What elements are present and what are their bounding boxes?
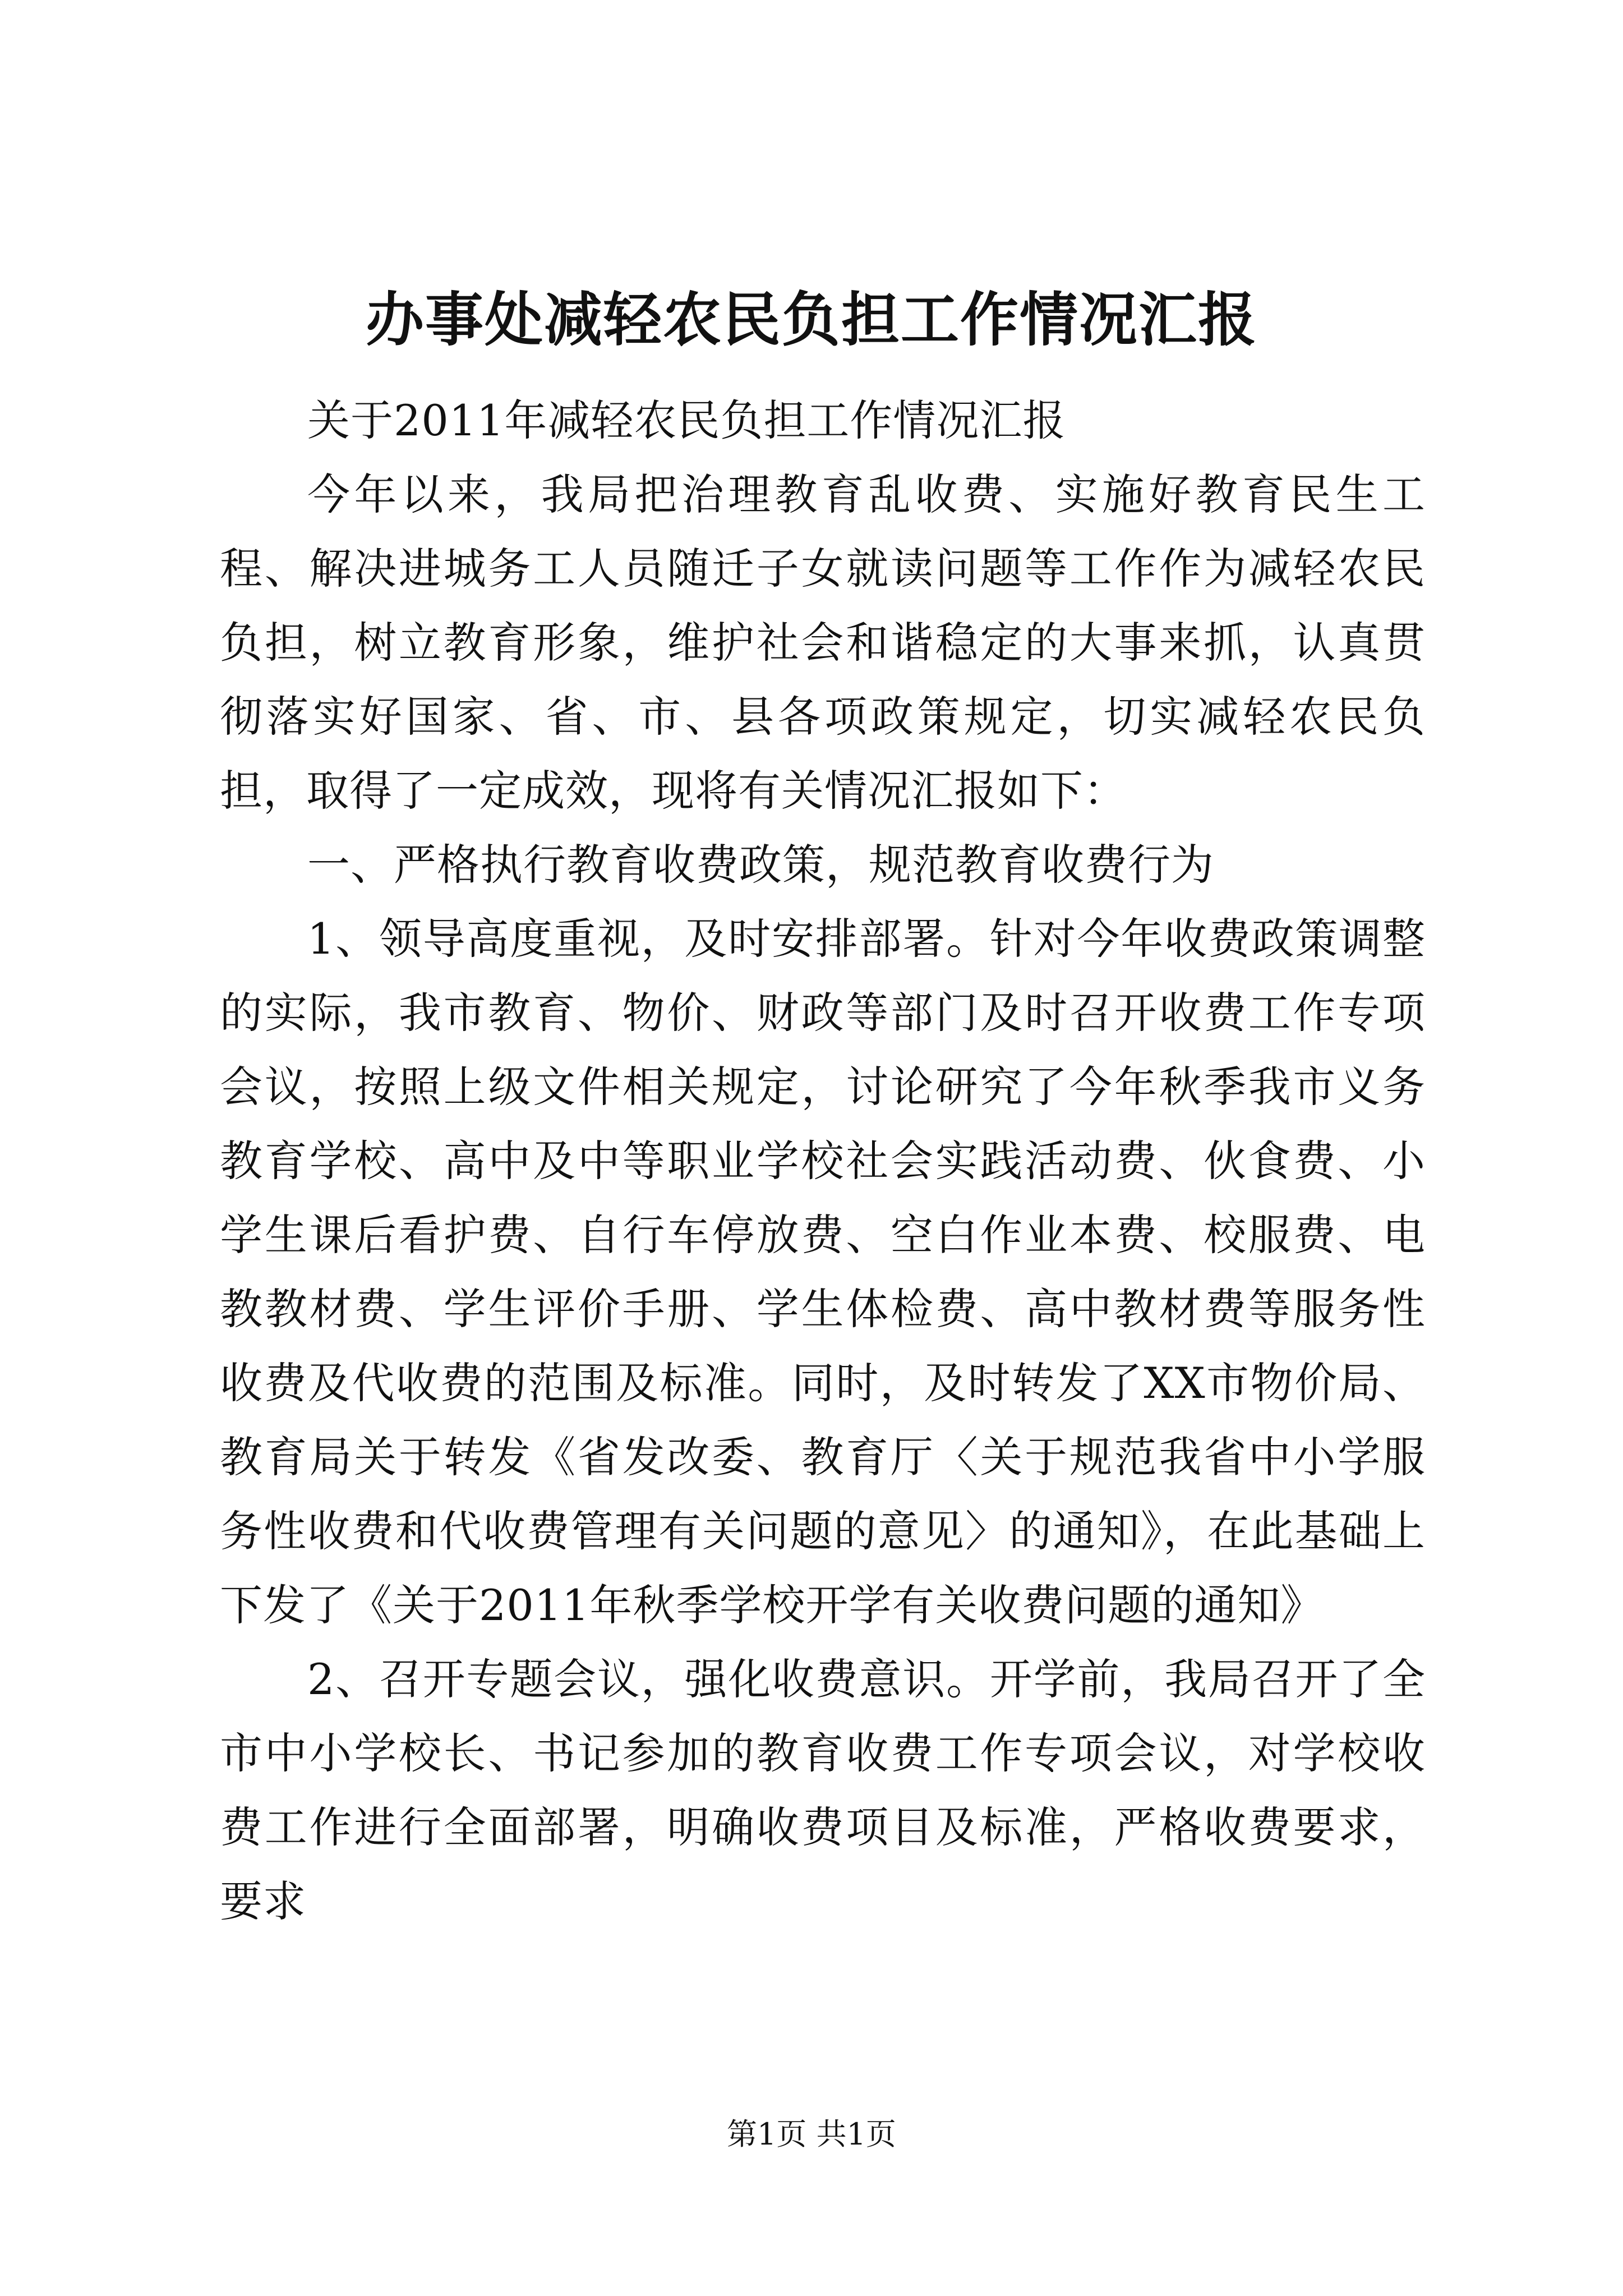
page-footer: 第1页 共1页	[727, 2116, 896, 2152]
paragraph-item-2: 2、召开专题会议，强化收费意识。开学前，我局召开了全市中小学校长、书记参加的教育收费工作专项会议，对学校收费工作进行全面部署，明确收费项目及标准，严格收费要求，要求	[220, 1654, 1426, 1926]
paragraph-intro: 今年以来，我局把治理教育乱收费、实施好教育民生工程、解决进城务工人员随迁子女就读问题等工作作为减轻农民负担，树立教育形象，维护社会和谐稳定的大事来抓，认真贯彻落实好国家、省、市、县各项政策规定，切实减轻农民负担，取得了一定成效，现将有关情况汇报如下：	[220, 470, 1426, 816]
document-body	[220, 384, 1426, 1939]
paragraph-section-heading: 一、严格执行教育收费政策，规范教育收费行为	[307, 840, 1214, 890]
paragraph-item-1: 1、领导高度重视，及时安排部署。针对今年收费政策调整的实际，我市教育、物价、财政等部门及时召开收费工作专项会议，按照上级文件相关规定，讨论研究了今年秋季我市义务教育学校、高中及中等职业学校社会实践活动费、伙食费、小学生课后看护费、自行车停放费、空白作业本费、校服费、电教教材费、学生评价手册、学生体检费、高中教材费等服务性收费及代收费的范围及标准。同时，及时转发了XX市物价局、教育局关于转发《省发改委、教育厅〈关于规范我省中小学服务性收费和代收费管理有关问题的意见〉的通知》，在此基础上下发了《关于2011年秋季学校开学有关收费问题的通知》	[220, 914, 1426, 1630]
document-title: 办事处减轻农民负担工作情况汇报	[365, 285, 1257, 354]
paragraph-subtitle: 关于2011年减轻农民负担工作情况汇报	[307, 395, 1066, 445]
